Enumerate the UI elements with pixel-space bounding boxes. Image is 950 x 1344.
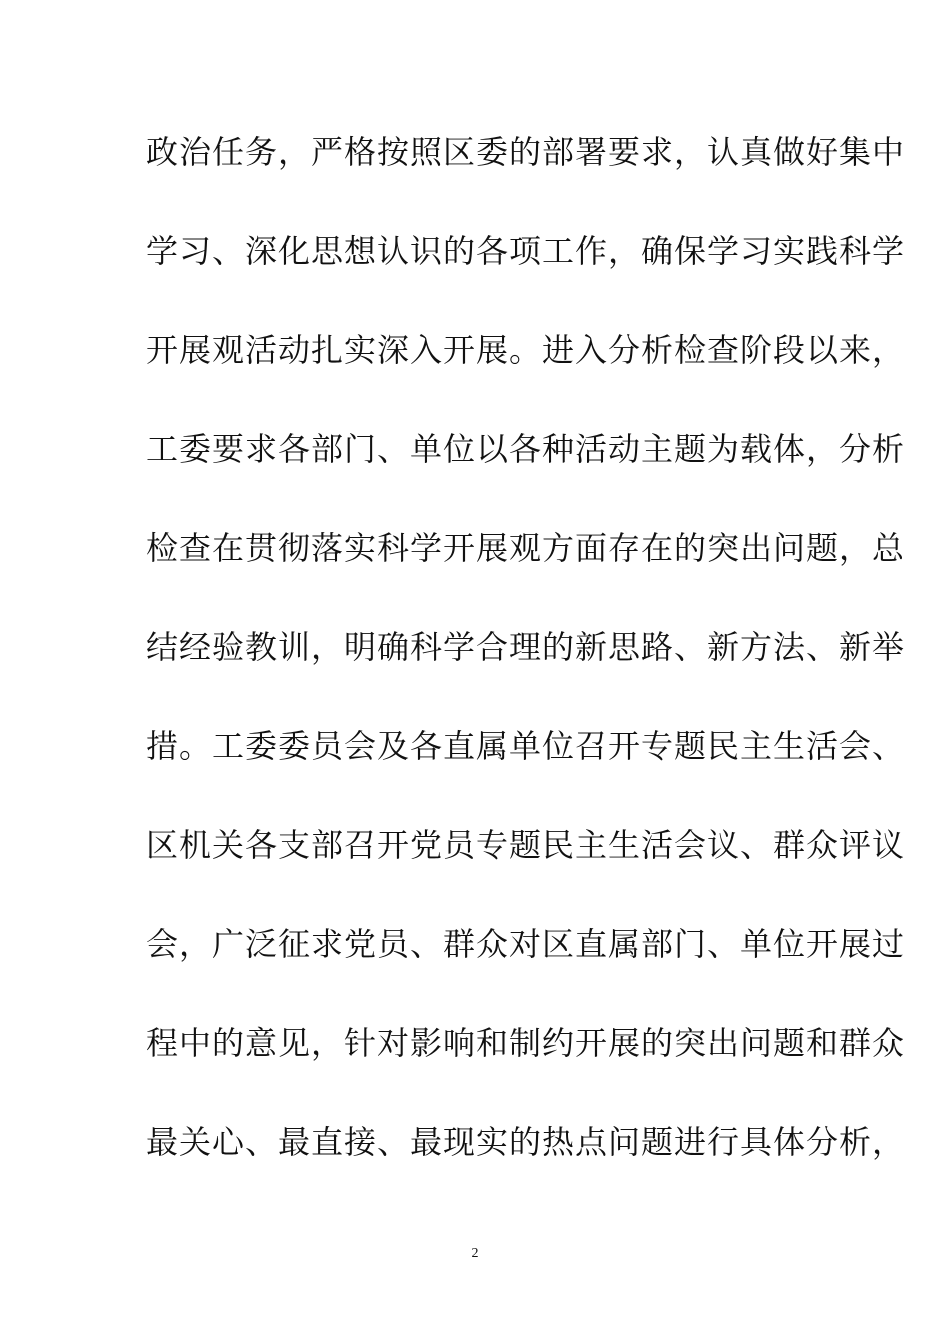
text-line: 会，广泛征求党员、群众对区直属部门、单位开展过	[146, 925, 906, 963]
text-line: 最关心、最直接、最现实的热点问题进行具体分析，	[146, 1123, 906, 1161]
text-line: 区机关各支部召开党员专题民主生活会议、群众评议	[146, 826, 906, 864]
text-line: 政治任务，严格按照区委的部署要求，认真做好集中	[146, 133, 906, 171]
text-line: 学习、深化思想认识的各项工作，确保学习实践科学	[146, 232, 906, 270]
text-line: 程中的意见，针对影响和制约开展的突出问题和群众	[146, 1024, 906, 1062]
text-line: 开展观活动扎实深入开展。进入分析检查阶段以来，	[146, 331, 906, 369]
text-line: 措。工委委员会及各直属单位召开专题民主生活会、	[146, 727, 906, 765]
text-line: 检查在贯彻落实科学开展观方面存在的突出问题，总	[146, 529, 906, 567]
text-line: 结经验教训，明确科学合理的新思路、新方法、新举	[146, 628, 906, 666]
text-line: 工委要求各部门、单位以各种活动主题为载体，分析	[146, 430, 906, 468]
page-number: 2	[471, 1246, 479, 1261]
